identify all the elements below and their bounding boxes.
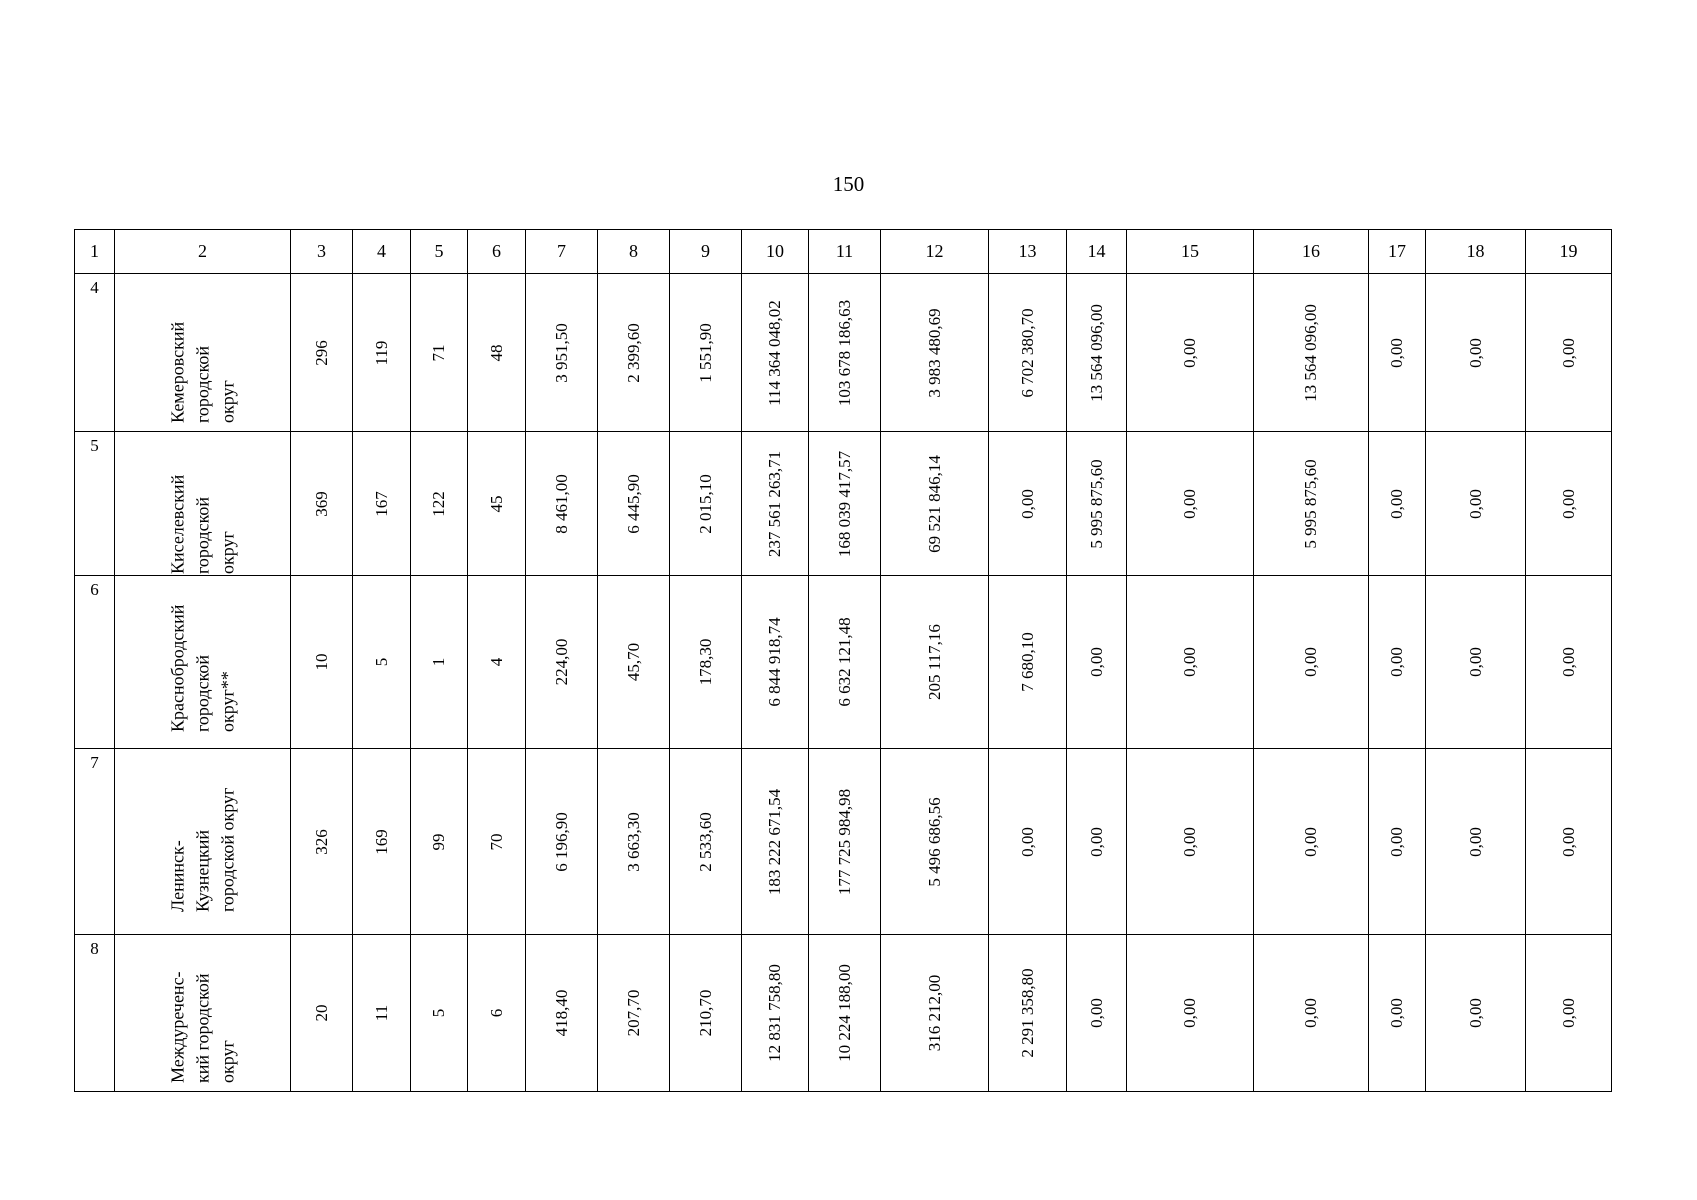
cell-value: 6 844 918,74 <box>765 617 784 707</box>
value-cell <box>598 749 670 935</box>
value-cell <box>1127 274 1254 432</box>
cell-value: 5 496 686,56 <box>924 796 944 887</box>
cell-value: 0,00 <box>1017 826 1037 857</box>
cell-value: 6 632 121,48 <box>834 617 854 707</box>
cell-value: 168 039 417,57 <box>834 450 854 557</box>
value-cell <box>411 935 468 1092</box>
cell-value: 0,00 <box>1558 488 1578 519</box>
cell-value: 114 364 048,02 <box>765 299 784 406</box>
value-cell <box>526 274 598 432</box>
value-cell <box>1426 274 1526 432</box>
value-cell <box>742 274 809 432</box>
column-header: 9 <box>670 230 742 274</box>
value-cell <box>881 576 989 749</box>
cell-value: 8 461,00 <box>551 473 571 534</box>
cell-value: 0,00 <box>1558 337 1578 368</box>
value-cell <box>411 274 468 432</box>
cell-value: 0,00 <box>1180 337 1199 368</box>
cell-value: 7 680,10 <box>1017 632 1037 692</box>
cell-value: 12 831 758,80 <box>765 964 784 1062</box>
cell-value: 2 291 358,80 <box>1017 968 1037 1058</box>
value-cell <box>1067 749 1127 935</box>
row-number-cell <box>75 432 115 576</box>
value-cell <box>598 935 670 1092</box>
value-cell <box>670 576 742 749</box>
value-cell <box>670 274 742 432</box>
cell-value: 169 <box>371 828 391 855</box>
value-cell <box>809 749 881 935</box>
column-header: 16 <box>1254 230 1369 274</box>
row-number: 5 <box>90 436 99 455</box>
value-cell <box>291 432 353 576</box>
column-header: 13 <box>989 230 1067 274</box>
cell-value: 178,30 <box>695 638 715 686</box>
value-cell <box>1254 576 1369 749</box>
value-cell <box>1127 576 1254 749</box>
column-header: 11 <box>809 230 881 274</box>
value-cell <box>1526 274 1612 432</box>
cell-value: 5 <box>371 657 391 667</box>
cell-value: 4 <box>486 657 506 667</box>
cell-value: 0,00 <box>1465 337 1485 368</box>
cell-value: 183 222 671,54 <box>765 788 784 895</box>
page-number: 150 <box>832 172 865 196</box>
value-cell <box>468 935 526 1092</box>
value-cell <box>353 274 411 432</box>
cell-value: 0,00 <box>1180 998 1199 1028</box>
cell-value: 0,00 <box>1387 488 1406 519</box>
cell-value: 11 <box>371 1004 391 1022</box>
value-cell <box>1369 432 1426 576</box>
value-cell <box>1254 432 1369 576</box>
value-cell <box>1067 274 1127 432</box>
cell-value: 296 <box>311 339 331 366</box>
district-name-cell <box>115 935 291 1092</box>
cell-value: 1 <box>429 657 448 667</box>
cell-value: 0,00 <box>1387 337 1406 368</box>
value-cell <box>411 749 468 935</box>
row-number: 6 <box>90 580 99 599</box>
cell-value: 70 <box>486 833 506 850</box>
cell-value: 0,00 <box>1465 826 1485 857</box>
table-row <box>75 935 1612 1092</box>
value-cell <box>1426 749 1526 935</box>
district-name-cell <box>115 432 291 576</box>
district-name: Киселевский городской округ <box>167 474 237 574</box>
cell-value: 99 <box>429 833 448 850</box>
cell-value: 177 725 984,98 <box>834 788 854 895</box>
cell-value: 205 117,16 <box>924 624 944 700</box>
column-header: 4 <box>353 230 411 274</box>
value-cell <box>1127 432 1254 576</box>
cell-value: 0,00 <box>1301 647 1320 677</box>
value-cell <box>1254 935 1369 1092</box>
cell-value: 2 533,60 <box>695 811 715 872</box>
value-cell <box>1254 274 1369 432</box>
cell-value: 3 951,50 <box>551 322 571 383</box>
district-name-cell <box>115 274 291 432</box>
cell-value: 10 <box>311 653 331 671</box>
value-cell <box>881 935 989 1092</box>
row-number: 4 <box>90 278 99 297</box>
cell-value: 1 551,90 <box>695 322 715 383</box>
value-cell <box>670 935 742 1092</box>
value-cell <box>411 576 468 749</box>
value-cell <box>598 274 670 432</box>
row-number: 8 <box>90 939 99 958</box>
value-cell <box>1369 935 1426 1092</box>
cell-value: 2 015,10 <box>695 473 715 534</box>
value-cell <box>468 576 526 749</box>
column-header: 1 <box>75 230 115 274</box>
value-cell <box>809 432 881 576</box>
value-cell <box>1127 935 1254 1092</box>
data-table <box>74 229 1612 1092</box>
cell-value: 316 212,00 <box>924 974 944 1052</box>
value-cell <box>742 432 809 576</box>
cell-value: 0,00 <box>1180 647 1199 677</box>
cell-value: 418,40 <box>551 989 571 1037</box>
value-cell <box>989 749 1067 935</box>
cell-value: 0,00 <box>1558 998 1578 1028</box>
cell-value: 119 <box>371 340 391 365</box>
value-cell <box>1369 749 1426 935</box>
table-header-row <box>75 230 1612 274</box>
column-header: 2 <box>115 230 291 274</box>
value-cell <box>291 749 353 935</box>
value-cell <box>353 576 411 749</box>
value-cell <box>353 749 411 935</box>
cell-value: 0,00 <box>1086 998 1106 1028</box>
column-header: 3 <box>291 230 353 274</box>
cell-value: 6 196,90 <box>551 811 571 872</box>
cell-value: 103 678 186,63 <box>834 299 854 406</box>
value-cell <box>742 935 809 1092</box>
cell-value: 326 <box>311 828 331 855</box>
value-cell <box>1526 749 1612 935</box>
cell-value: 71 <box>429 344 448 361</box>
cell-value: 20 <box>311 1004 331 1022</box>
value-cell <box>809 274 881 432</box>
value-cell <box>989 274 1067 432</box>
value-cell <box>291 274 353 432</box>
column-header: 19 <box>1526 230 1612 274</box>
value-cell <box>291 576 353 749</box>
cell-value: 0,00 <box>1558 826 1578 857</box>
district-name: Междуреченс- кий городской округ <box>167 971 237 1083</box>
cell-value: 0,00 <box>1465 488 1485 519</box>
cell-value: 0,00 <box>1558 647 1578 677</box>
column-header: 8 <box>598 230 670 274</box>
cell-value: 0,00 <box>1180 826 1199 857</box>
cell-value: 6 445,90 <box>623 473 643 534</box>
value-cell <box>353 935 411 1092</box>
cell-value: 0,00 <box>1180 488 1199 519</box>
value-cell <box>1254 749 1369 935</box>
cell-value: 0,00 <box>1465 647 1485 677</box>
row-number: 7 <box>90 753 99 772</box>
district-name: Краснобродский городской округ** <box>167 604 237 732</box>
cell-value: 45,70 <box>623 642 643 682</box>
value-cell <box>1067 576 1127 749</box>
district-name: Ленинск- Кузнецкий городской округ <box>167 787 237 912</box>
cell-value: 0,00 <box>1387 998 1406 1028</box>
value-cell <box>881 274 989 432</box>
value-cell <box>670 432 742 576</box>
district-name-cell <box>115 749 291 935</box>
cell-value: 0,00 <box>1301 826 1320 857</box>
value-cell <box>742 576 809 749</box>
column-header: 18 <box>1426 230 1526 274</box>
cell-value: 6 <box>486 1008 506 1018</box>
cell-value: 0,00 <box>1465 998 1485 1028</box>
column-header: 12 <box>881 230 989 274</box>
cell-value: 5 995 875,60 <box>1086 458 1106 549</box>
cell-value: 0,00 <box>1387 826 1406 857</box>
value-cell <box>1127 749 1254 935</box>
cell-value: 13 564 096,00 <box>1086 303 1106 402</box>
district-name-cell <box>115 576 291 749</box>
value-cell <box>468 749 526 935</box>
cell-value: 369 <box>311 490 331 517</box>
cell-value: 0,00 <box>1086 826 1106 857</box>
value-cell <box>989 432 1067 576</box>
value-cell <box>670 749 742 935</box>
value-cell <box>1526 432 1612 576</box>
row-number-cell <box>75 935 115 1092</box>
value-cell <box>468 432 526 576</box>
value-cell <box>1067 432 1127 576</box>
cell-value: 0,00 <box>1301 998 1320 1028</box>
value-cell <box>989 576 1067 749</box>
row-number-cell <box>75 749 115 935</box>
column-header: 10 <box>742 230 809 274</box>
column-header: 5 <box>411 230 468 274</box>
cell-value: 167 <box>371 490 391 517</box>
value-cell <box>742 749 809 935</box>
value-cell <box>526 935 598 1092</box>
row-number-cell <box>75 576 115 749</box>
cell-value: 13 564 096,00 <box>1301 303 1320 402</box>
cell-value: 3 663,30 <box>623 811 643 872</box>
cell-value: 207,70 <box>623 989 643 1037</box>
value-cell <box>1369 576 1426 749</box>
column-header: 7 <box>526 230 598 274</box>
value-cell <box>809 935 881 1092</box>
value-cell <box>1526 576 1612 749</box>
value-cell <box>809 576 881 749</box>
cell-value: 48 <box>486 344 506 361</box>
cell-value: 237 561 263,71 <box>765 450 784 557</box>
cell-value: 5 995 875,60 <box>1301 458 1320 549</box>
column-header: 15 <box>1127 230 1254 274</box>
value-cell <box>1369 274 1426 432</box>
value-cell <box>1426 432 1526 576</box>
value-cell <box>881 432 989 576</box>
cell-value: 0,00 <box>1086 647 1106 677</box>
value-cell <box>1067 935 1127 1092</box>
cell-value: 0,00 <box>1387 647 1406 677</box>
value-cell <box>1426 576 1526 749</box>
cell-value: 0,00 <box>1017 488 1037 519</box>
cell-value: 6 702 380,70 <box>1017 307 1037 398</box>
column-header: 14 <box>1067 230 1127 274</box>
value-cell <box>598 576 670 749</box>
cell-value: 10 224 188,00 <box>834 964 854 1062</box>
value-cell <box>353 432 411 576</box>
district-name: Кемеровский городской округ <box>167 321 237 423</box>
cell-value: 69 521 846,14 <box>924 454 944 553</box>
value-cell <box>881 749 989 935</box>
table-row <box>75 274 1612 432</box>
value-cell <box>989 935 1067 1092</box>
cell-value: 5 <box>429 1008 448 1018</box>
cell-value: 210,70 <box>695 989 715 1037</box>
cell-value: 122 <box>429 490 448 517</box>
value-cell <box>291 935 353 1092</box>
cell-value: 2 399,60 <box>623 322 643 383</box>
cell-value: 3 983 480,69 <box>924 307 944 398</box>
value-cell <box>411 432 468 576</box>
value-cell <box>468 274 526 432</box>
table-row <box>75 576 1612 749</box>
table-row <box>75 749 1612 935</box>
table-row <box>75 432 1612 576</box>
value-cell <box>526 576 598 749</box>
value-cell <box>1526 935 1612 1092</box>
cell-value: 224,00 <box>551 638 571 686</box>
cell-value: 45 <box>486 495 506 512</box>
value-cell <box>598 432 670 576</box>
column-header: 17 <box>1369 230 1426 274</box>
value-cell <box>526 432 598 576</box>
value-cell <box>526 749 598 935</box>
column-header: 6 <box>468 230 526 274</box>
row-number-cell <box>75 274 115 432</box>
value-cell <box>1426 935 1526 1092</box>
